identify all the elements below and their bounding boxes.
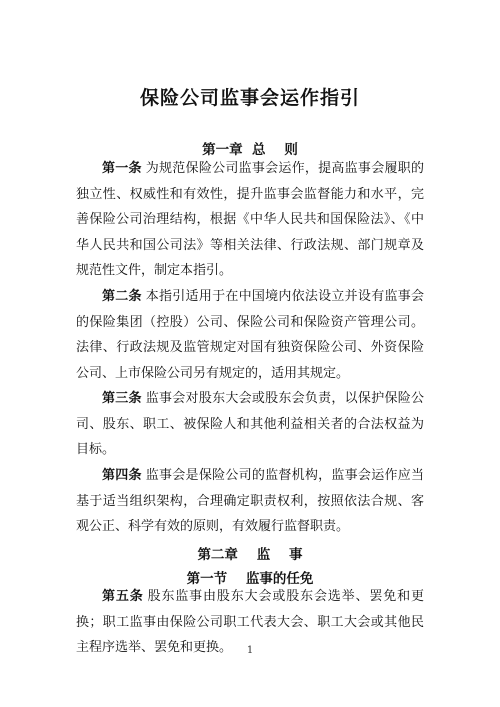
- article-label: 第三条: [102, 391, 142, 406]
- document-title: 保险公司监事会运作指引: [139, 87, 360, 109]
- article-text: 为规范保险公司监事会运作，提高监事会履职的独立性、权威性和有效性，提升监事会监督能力和水平，完善保险公司治理结构，根据《中华人民共和国保险法》、《中华人民共和国公司法》等相关法律、行政法规、部门规章及规范性文件，制定本指引。: [76, 161, 424, 279]
- chapter-heading: 第一章 总 则: [202, 142, 298, 158]
- article-label: 第五条: [102, 589, 144, 604]
- article-label: 第四条: [102, 468, 142, 483]
- article-label: 第一条: [102, 161, 142, 176]
- article-text: 监事会对股东大会或股东会负责，以保护保险公司、股东、职工、被保险人和其他利益相关者的合法权益为目标。: [76, 391, 424, 458]
- article-paragraph: [76, 284, 424, 386]
- article-paragraph: [76, 386, 424, 463]
- article-label: 第二条: [102, 289, 142, 304]
- page-number: 1: [246, 645, 254, 656]
- section-heading: 第一节 监事的任免: [186, 571, 314, 587]
- chapter-heading: 第二章 监 事: [197, 547, 303, 563]
- article-text: 股东监事由股东大会或股东会选举、罢免和更换；职工监事由保险公司职工代表大会、职工大会或其他民主程序选举、罢免和更换。: [76, 589, 424, 656]
- article-text: 本指引适用于在中国境内依法设立并设有监事会的保险集团（控股）公司、保险公司和保险资产管理公司。法律、行政法规及监管规定对国有独资保险公司、外资保险公司、上市保险公司另有规定的，适用其规定。: [76, 289, 424, 381]
- article-text: 监事会是保险公司的监督机构，监事会运作应当基于适当组织架构，合理确定职责权利，按照依法合规、客观公正、科学有效的原则，有效履行监督职责。: [76, 468, 424, 535]
- article-paragraph: [76, 156, 424, 284]
- article-paragraph: [76, 463, 424, 540]
